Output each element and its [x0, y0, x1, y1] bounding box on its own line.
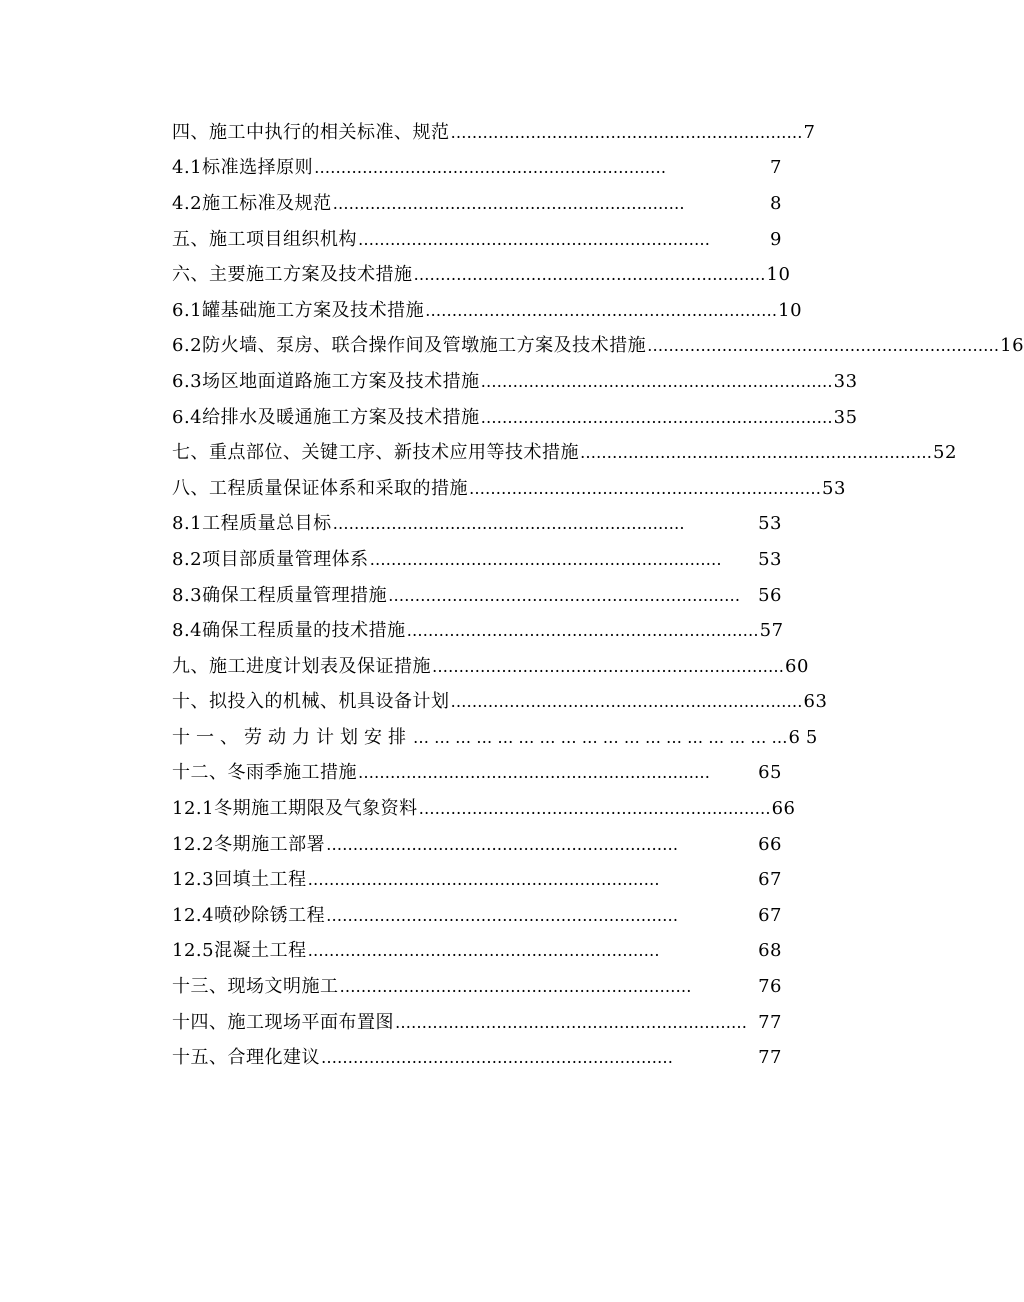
toc-entry-title: 4.2施工标准及规范 — [172, 192, 332, 214]
toc-entry[interactable] — [172, 151, 782, 187]
toc-entry-title: 九、施工进度计划表及保证措施 — [172, 655, 431, 677]
toc-entry-page: 53 — [758, 513, 782, 535]
toc-entry-title: 8.1工程质量总目标 — [172, 513, 332, 535]
toc-leader-dots: ………………………………………………………… — [647, 336, 1000, 356]
toc-entry[interactable] — [172, 115, 816, 151]
toc-entry-title: 6.4给排水及暖通施工方案及技术措施 — [172, 406, 480, 428]
toc-entry[interactable] — [172, 1005, 782, 1041]
toc-leader-dots: … … … … … … … … … … … … … … … … … … — [413, 727, 788, 747]
toc-entry-title: 六、主要施工方案及技术措施 — [172, 264, 413, 286]
toc-entry-page: 66 — [758, 833, 782, 855]
toc-entry-page: 77 — [758, 1011, 782, 1033]
toc-leader-dots: ………………………………………………………… — [413, 265, 766, 285]
toc-entry-title: 8.2项目部质量管理体系 — [172, 548, 369, 570]
toc-leader-dots: ………………………………………………………… — [314, 158, 667, 178]
toc-leader-dots: ………………………………………………………… — [388, 585, 741, 605]
toc-entry-page: 35 — [833, 406, 858, 428]
toc-entry-page: 67 — [758, 904, 782, 926]
toc-leader-dots: ………………………………………………………… — [480, 407, 833, 427]
toc-entry-title: 十五、合理化建议 — [172, 1047, 320, 1069]
toc-entry-title: 十二、冬雨季施工措施 — [172, 762, 357, 784]
toc-entry-page: 67 — [758, 869, 782, 891]
toc-leader-dots: ………………………………………………………… — [358, 763, 710, 783]
toc-entry-page: 7 — [803, 121, 816, 143]
toc-leader-dots: ………………………………………………………… — [406, 621, 759, 641]
toc-entry-title: 6.2防火墙、泵房、联合操作间及管墩施工方案及技术措施 — [172, 335, 647, 357]
toc-entry[interactable] — [172, 257, 791, 293]
toc-entry-title: 12.3回填土工程 — [172, 869, 307, 891]
toc-leader-dots: ………………………………………………………… — [425, 300, 778, 320]
toc-entry-title: 五、施工项目组织机构 — [172, 228, 357, 250]
toc-leader-dots: ………………………………………………………… — [395, 1012, 747, 1032]
toc-entry[interactable] — [172, 791, 796, 827]
toc-leader-dots: ………………………………………………………… — [418, 799, 771, 819]
toc-entry-title: 12.2冬期施工部署 — [172, 833, 326, 855]
toc-leader-dots: ………………………………………………………… — [369, 549, 722, 569]
toc-entry[interactable] — [172, 471, 846, 507]
toc-entry-title: 十三、现场文明施工 — [172, 976, 339, 998]
toc-entry-page: 33 — [833, 370, 858, 392]
toc-entry-page: 16 — [1000, 335, 1024, 357]
toc-entry[interactable] — [172, 364, 858, 400]
toc-leader-dots: ………………………………………………………… — [450, 122, 803, 142]
toc-entry-title: 四、施工中执行的相关标准、规范 — [172, 121, 450, 143]
toc-entry-page: 56 — [758, 584, 782, 606]
toc-entry-page: 8 — [770, 192, 782, 214]
toc-leader-dots: ………………………………………………………… — [307, 870, 660, 890]
toc-entry-title: 12.5混凝土工程 — [172, 940, 307, 962]
toc-entry-page: 9 — [770, 228, 782, 250]
toc-entry-page: 57 — [759, 620, 784, 642]
toc-entry-page: 76 — [758, 976, 782, 998]
toc-entry[interactable] — [172, 400, 858, 436]
toc-entry-title: 12.1冬期施工期限及气象资料 — [172, 798, 418, 820]
toc-entry[interactable] — [172, 756, 782, 792]
toc-entry[interactable] — [172, 720, 824, 756]
toc-entry-page: 63 — [803, 691, 828, 713]
toc-entry-page: 65 — [758, 762, 782, 784]
toc-entry-title: 八、工程质量保证体系和采取的措施 — [172, 477, 468, 499]
toc-entry-title: 8.4确保工程质量的技术措施 — [172, 620, 406, 642]
toc-entry-title: 十、拟投入的机械、机具设备计划 — [172, 691, 450, 713]
toc-entry[interactable] — [172, 293, 803, 329]
toc-entry[interactable] — [172, 685, 828, 721]
toc-entry[interactable] — [172, 435, 957, 471]
toc-leader-dots: ………………………………………………………… — [321, 1048, 673, 1068]
toc-entry[interactable] — [172, 969, 782, 1005]
toc-leader-dots: ………………………………………………………… — [326, 905, 679, 925]
toc-entry[interactable] — [172, 329, 1024, 365]
toc-entry[interactable] — [172, 862, 782, 898]
toc-entry-page: 77 — [758, 1047, 782, 1069]
toc-leader-dots: ………………………………………………………… — [326, 834, 679, 854]
toc-entry-title: 12.4喷砂除锈工程 — [172, 904, 326, 926]
toc-leader-dots: ………………………………………………………… — [480, 371, 833, 391]
toc-entry[interactable] — [172, 507, 782, 543]
toc-entry-title: 十四、施工现场平面布置图 — [172, 1011, 394, 1033]
toc-entry[interactable] — [172, 222, 782, 258]
toc-leader-dots: ………………………………………………………… — [580, 443, 932, 463]
toc-entry[interactable] — [172, 827, 782, 863]
toc-entry-title: 七、重点部位、关键工序、新技术应用等技术措施 — [172, 442, 579, 464]
toc-entry-page: 53 — [822, 477, 846, 499]
toc-entry[interactable] — [172, 613, 782, 649]
toc-entry-title: 十一、劳动力计划安排 — [172, 726, 412, 748]
table-of-contents — [172, 115, 1024, 1076]
toc-entry-title: 6.3场区地面道路施工方案及技术措施 — [172, 370, 480, 392]
toc-entry[interactable] — [172, 898, 782, 934]
toc-entry-page: 60 — [785, 655, 809, 677]
toc-entry-page: 68 — [758, 940, 782, 962]
toc-entry-page: 52 — [933, 442, 957, 464]
toc-entry-page: 10 — [778, 299, 803, 321]
toc-entry-page: 53 — [758, 548, 782, 570]
toc-leader-dots: ………………………………………………………… — [332, 514, 685, 534]
toc-entry-page: 65 — [788, 726, 824, 748]
toc-leader-dots: ………………………………………………………… — [339, 977, 692, 997]
toc-entry-title: 6.1罐基础施工方案及技术措施 — [172, 299, 425, 321]
toc-entry-title: 4.1标准选择原则 — [172, 157, 314, 179]
toc-entry-page: 66 — [771, 798, 796, 820]
toc-entry[interactable] — [172, 578, 782, 614]
toc-leader-dots: ………………………………………………………… — [307, 941, 660, 961]
toc-entry[interactable] — [172, 1040, 782, 1076]
toc-entry-page: 7 — [770, 157, 782, 179]
toc-leader-dots: ………………………………………………………… — [469, 478, 821, 498]
toc-leader-dots: ………………………………………………………… — [358, 229, 710, 249]
toc-entry[interactable] — [172, 542, 782, 578]
toc-entry-title: 8.3确保工程质量管理措施 — [172, 584, 388, 606]
toc-leader-dots: ………………………………………………………… — [432, 656, 784, 676]
toc-entry[interactable] — [172, 649, 809, 685]
toc-leader-dots: ………………………………………………………… — [450, 692, 803, 712]
toc-entry-page: 10 — [766, 264, 791, 286]
toc-entry[interactable] — [172, 934, 782, 970]
toc-leader-dots: ………………………………………………………… — [332, 193, 685, 213]
toc-entry[interactable] — [172, 186, 782, 222]
